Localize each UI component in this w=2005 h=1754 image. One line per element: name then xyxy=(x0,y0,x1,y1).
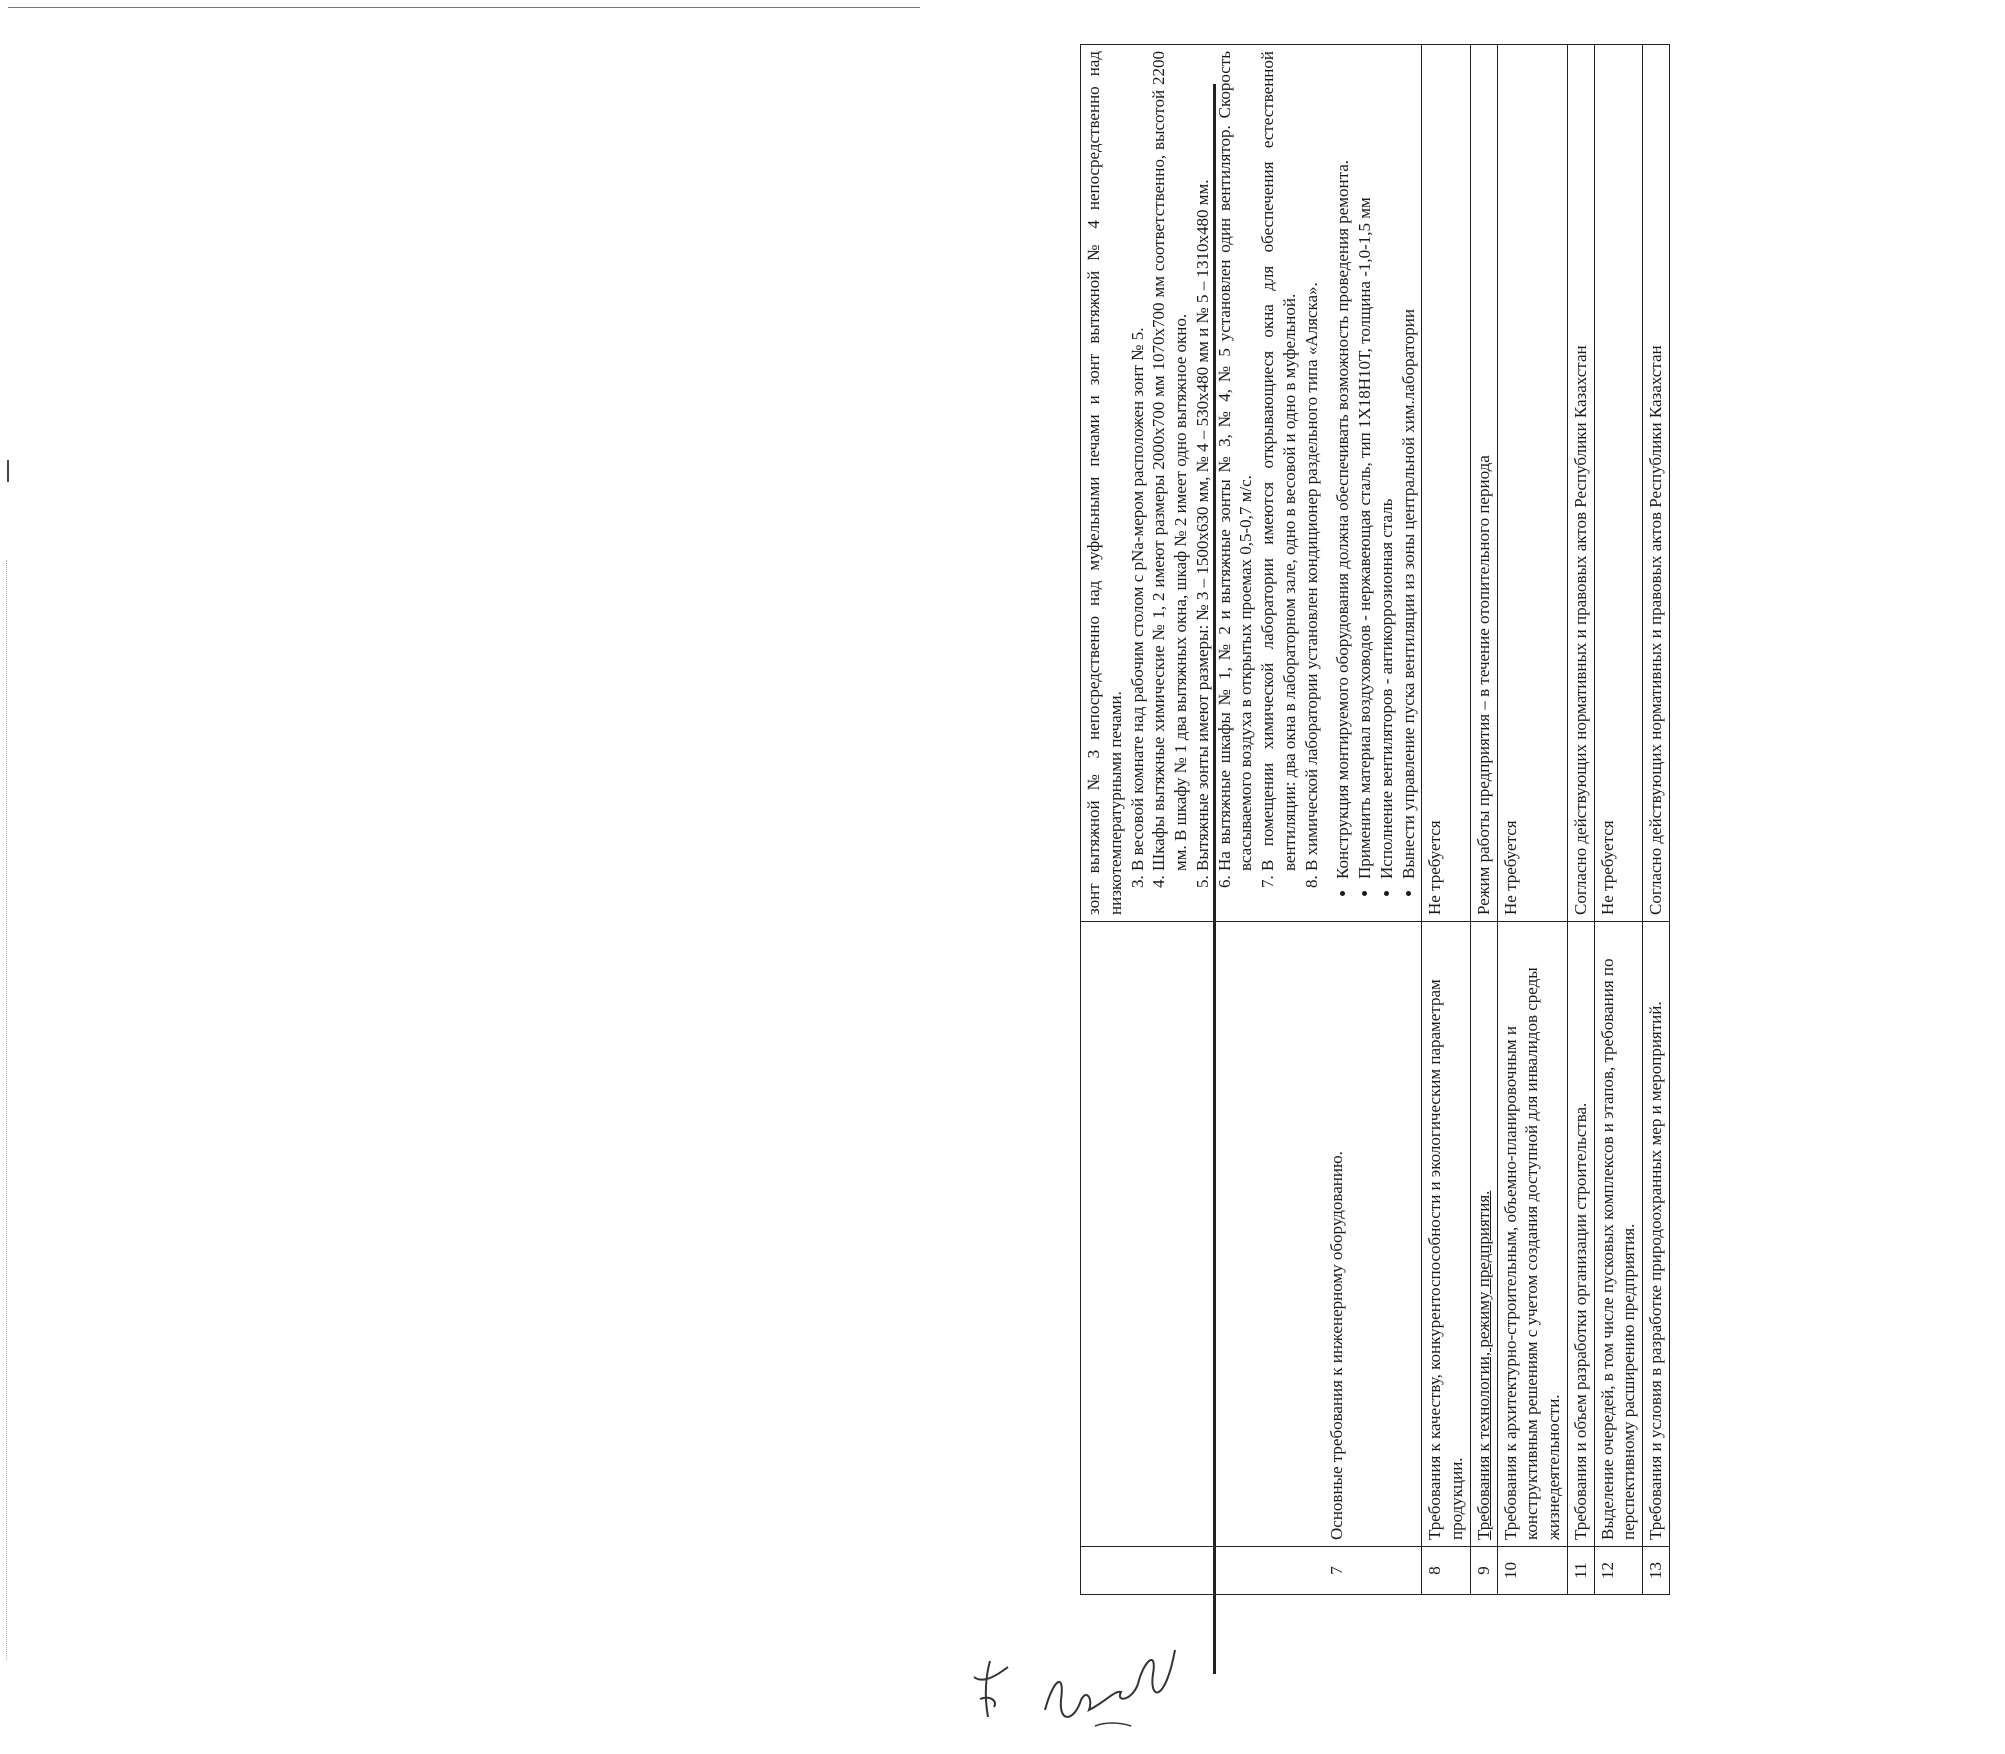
row-value xyxy=(1324,45,1422,922)
bullet-item: • Применить материал воздуховодов - нержавеющая сталь, тип 1Х18Н10Т, толщина -1,0-1,5 мм xyxy=(1354,51,1376,879)
table-row xyxy=(1567,45,1594,1595)
row-name: Требования и объем разработки организации строительства. xyxy=(1567,922,1594,1547)
table-row xyxy=(1594,45,1643,1595)
scan-left-edge xyxy=(6,560,7,1660)
bullet-item: • Исполнение вентиляторов - антикоррозионная сталь xyxy=(1376,51,1398,879)
rotated-page xyxy=(1080,45,2005,1595)
row-number: 12 xyxy=(1594,1547,1643,1595)
row-number: 9 xyxy=(1470,1547,1497,1595)
scan-artifact-mark xyxy=(7,460,9,482)
row-value: Режим работы предприятия – в течение отопительного периода xyxy=(1470,45,1497,922)
scan-top-edge xyxy=(8,7,920,8)
row-name: Требования к технологии, режиму предприятия. xyxy=(1470,922,1497,1547)
equipment-bullet-list xyxy=(1332,51,1419,915)
row-name: Выделение очередей, в том числе пусковых комплексов и этапов, требования по перспективному расширению предприятия. xyxy=(1594,922,1643,1547)
row-name: Требования к качеству, конкурентоспособности и экологическим параметрам продукции. xyxy=(1422,922,1471,1547)
table-row xyxy=(1470,45,1497,1595)
handwritten-signature xyxy=(1035,1630,1185,1740)
table-row xyxy=(1324,45,1422,1595)
row-value: Не требуется xyxy=(1497,45,1567,922)
list-item: 6. На вытяжные шкафы № 1, № 2 и вытяжные зонты № 3, № 4, № 5 установлен один вентилятор. Скорость всасываемого воздуха в открытых проемах 0,5-0,7 м/с. xyxy=(1214,51,1258,871)
list-item: 8. В химической лаборатории установлен кондиционер раздельного типа «Аляска». xyxy=(1301,51,1323,871)
ventilation-intro-text: зонт вытяжной № 3 непосредственно над муфельными печами и зонт вытяжной № 4 непосредственно над низкотемпературными печами. xyxy=(1084,51,1125,915)
row-number: 7 xyxy=(1324,1547,1422,1595)
row-number: 11 xyxy=(1567,1547,1594,1595)
table-row xyxy=(1643,45,1670,1595)
table-row-continuation xyxy=(1081,45,1325,1595)
table-row xyxy=(1422,45,1471,1595)
list-item: 7. В помещении химической лаборатории имеются открывающиеся окна для обеспечения естественной вентиляции: два окна в лабораторном зале, одно в весовой и одно в муфельной. xyxy=(1257,51,1301,871)
row-number: 8 xyxy=(1422,1547,1471,1595)
initial-mark-signature xyxy=(960,1655,1020,1725)
requirements-table xyxy=(1080,44,1670,1595)
table-row xyxy=(1497,45,1567,1595)
row-name: Требования к архитектурно-строительным, объемно-планировочным и конструктивным решениям с учетом создания доступной для инвалидов среды жизнедеятельности. xyxy=(1497,922,1567,1547)
row-value: Не требуется xyxy=(1422,45,1471,922)
row-number: 13 xyxy=(1643,1547,1670,1595)
list-item: 5. Вытяжные зонты имеют размеры: № 3 – 1500х630 мм, № 4 – 530х480 мм и № 5 – 1310х480 мм. xyxy=(1192,51,1214,871)
row-value: Согласно действующих нормативных и правовых актов Республики Казахстан xyxy=(1567,45,1594,922)
row-value: Согласно действующих нормативных и правовых актов Республики Казахстан xyxy=(1643,45,1670,922)
row-value: Не требуется xyxy=(1594,45,1643,922)
row-number xyxy=(1081,1547,1325,1595)
bullet-item: • Вынести управление пуска вентиляции из зоны центральной хим.лаборатории xyxy=(1398,51,1420,879)
list-item: 4. Шкафы вытяжные химические № 1, 2 имеют размеры 2000х700 мм 1070х700 мм соответственно, высотой 2200 мм. В шкафу № 1 два вытяжных окна, шкаф № 2 имеет одно вытяжное окно. xyxy=(1148,51,1192,871)
bullet-item: • Конструкция монтируемого оборудования должна обеспечивать возможность проведения ремонта. xyxy=(1332,51,1354,879)
row-value xyxy=(1081,45,1325,922)
row-name: Основные требования к инженерному оборудованию. xyxy=(1324,922,1422,1547)
row-number: 10 xyxy=(1497,1547,1567,1595)
row-name xyxy=(1081,922,1325,1547)
ventilation-list xyxy=(1127,51,1323,915)
row-name: Требования и условия в разработке природоохранных мер и мероприятий. xyxy=(1643,922,1670,1547)
list-item: 3. В весовой комнате над рабочим столом с pNa-мером расположен зонт № 5. xyxy=(1127,51,1149,871)
